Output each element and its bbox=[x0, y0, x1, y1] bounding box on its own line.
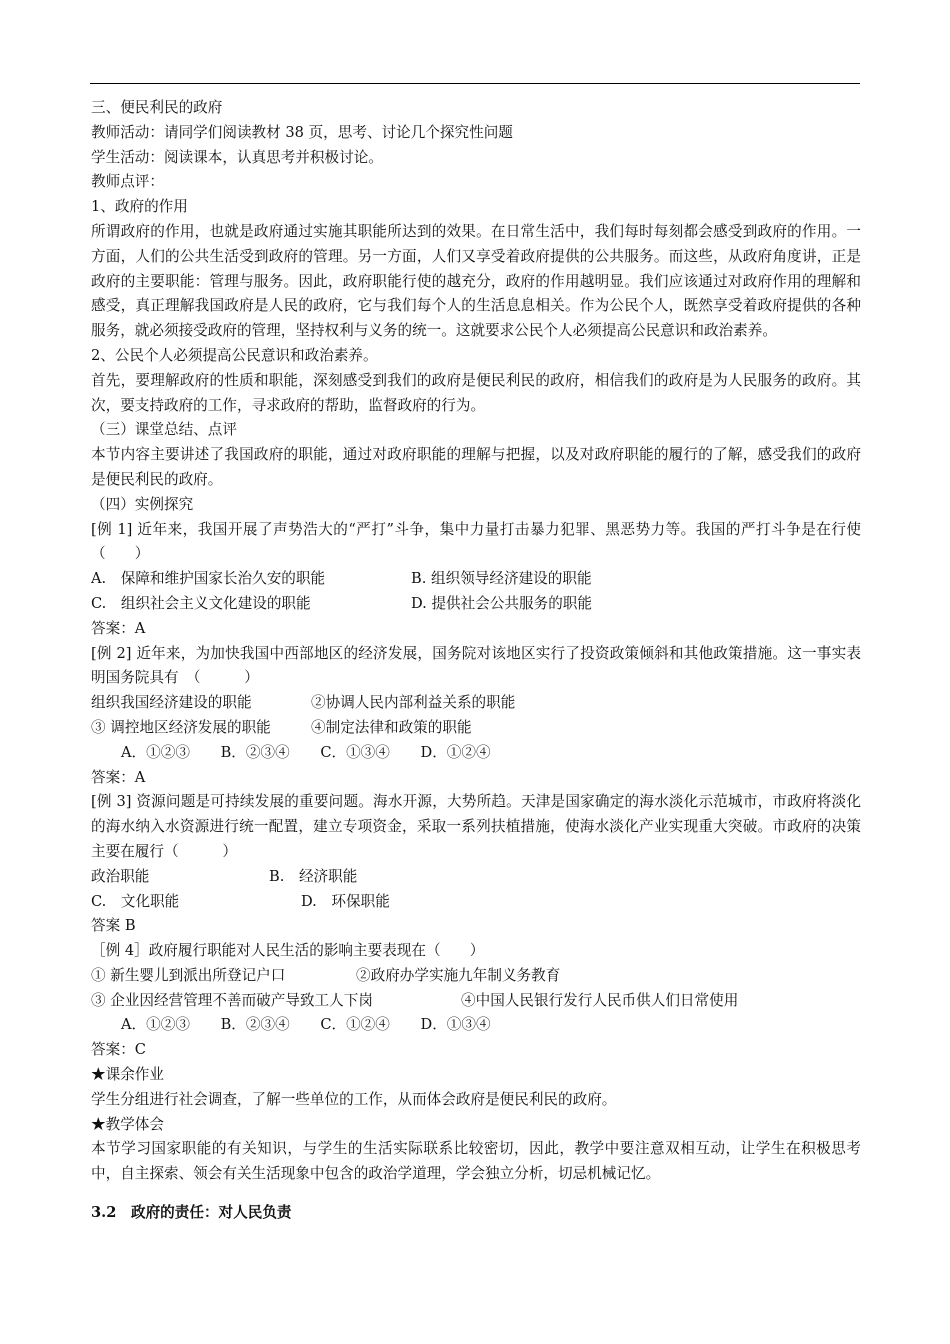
example-1-options-row2 bbox=[91, 592, 861, 617]
option-d: D. 环保职能 bbox=[301, 892, 390, 910]
option-a: A．①②③ bbox=[121, 1016, 190, 1034]
spacer bbox=[91, 1187, 861, 1201]
option-b: B. 经济职能 bbox=[269, 867, 358, 885]
next-section-title: 3.2 政府的责任：对人民负责 bbox=[91, 1204, 292, 1222]
homework-heading: ★课余作业 bbox=[91, 1066, 164, 1084]
option-d: D．①②④ bbox=[420, 743, 491, 761]
example-2-stem: [例 2] 近年来，为加快我国中西部地区的经济发展，国务院对该地区实行了投资政策倾斜和其他政策措施。这一事实表明国务院具有 （ ） bbox=[91, 644, 861, 687]
summary-heading: （三）课堂总结、点评 bbox=[91, 421, 237, 439]
example-2-answer: 答案：A bbox=[91, 768, 146, 786]
homework-text: 学生分组进行社会调查，了解一些单位的工作，从而体会政府是便民利民的政府。 bbox=[91, 1090, 617, 1108]
item-2: ②政府办学实施九年制义务教育 bbox=[356, 966, 561, 984]
item-4: ④中国人民银行发行人民币供人们日常使用 bbox=[461, 991, 739, 1009]
subheading-2: 2、公民个人必须提高公民意识和政治素养。 bbox=[91, 346, 378, 364]
example-4-items-row2 bbox=[91, 989, 861, 1014]
item-3: ③ 企业因经营管理不善而破产导致工人下岗 bbox=[91, 991, 373, 1009]
option-b: B．②③④ bbox=[220, 743, 290, 761]
option-c: C. 组织社会主义文化建设的职能 bbox=[91, 594, 311, 612]
teacher-activity: 教师活动：请同学们阅读教材 38 页，思考、讨论几个探究性问题 bbox=[91, 123, 513, 141]
example-3-options-row2 bbox=[91, 890, 861, 915]
example-1-answer: 答案：A bbox=[91, 619, 146, 637]
item-4: ④制定法律和政策的职能 bbox=[311, 718, 472, 736]
item-1: 组织我国经济建设的职能 bbox=[91, 694, 252, 712]
option-c: C. 文化职能 bbox=[91, 892, 180, 910]
item-2: ②协调人民内部利益关系的职能 bbox=[311, 694, 516, 712]
example-2-options bbox=[91, 741, 861, 766]
option-a: A. 保障和维护国家长治久安的职能 bbox=[91, 570, 326, 588]
example-1-options-row1 bbox=[91, 567, 861, 592]
section-heading: 三、便民利民的政府 bbox=[91, 99, 223, 116]
option-d: D. 提供社会公共服务的职能 bbox=[411, 594, 592, 612]
option-b: B．②③④ bbox=[220, 1016, 290, 1034]
header-rule bbox=[90, 83, 860, 84]
document-body bbox=[91, 96, 861, 1226]
example-2-items-row2 bbox=[91, 716, 861, 741]
option-c: C．①②④ bbox=[320, 1016, 390, 1034]
reflection-heading: ★教学体会 bbox=[91, 1115, 164, 1133]
paragraph-2: 首先，要理解政府的性质和职能，深刻感受到我们的政府是便民利民的政府，相信我们的政府是为人民服务的政府。其次，要支持政府的工作，寻求政府的帮助，监督政府的行为。 bbox=[91, 371, 861, 414]
example-3-stem: [例 3] 资源问题是可持续发展的重要问题。海水开源，大势所趋。天津是国家确定的海水淡化示范城市，市政府将淡化的海水纳入水资源进行统一配置，建立专项资金，采取一系列扶植措施，使海水淡化产业实现重大突破。市政府的决策主要在履行（ ） bbox=[91, 793, 861, 860]
reflection-text: 本节学习国家职能的有关知识，与学生的生活实际联系比较密切，因此，教学中要注意双相互动，让学生在积极思考中，自主探索、领会有关生活现象中包含的政治学道理，学会独立分析，切忌机械记忆。 bbox=[91, 1140, 861, 1183]
option-c: C．①③④ bbox=[320, 743, 390, 761]
subheading-1: 1、政府的作用 bbox=[91, 198, 188, 216]
paragraph-1: 所谓政府的作用，也就是政府通过实施其职能所达到的效果。在日常生活中，我们每时每刻都会感受到政府的作用。一方面，人们的公共生活受到政府的管理。另一方面，人们又享受着政府提供的公共服务。而这些，从政府角度讲，正是政府的主要职能：管理与服务。因此，政府职能行使的越充分，政府的作用越明显。我们应该通过对政府作用的理解和感受，真正理解我国政府是人民的政府，它与我们每个人的生活息息相关。作为公民个人，既然享受着政府提供的各种服务，就必须接受政府的管理，坚持权利与义务的统一。这就要求公民个人必须提高公民意识和政治素养。 bbox=[91, 222, 861, 340]
example-3-answer: 答案 B bbox=[91, 917, 136, 935]
example-4-items-row1 bbox=[91, 964, 861, 989]
option-d: D．①③④ bbox=[420, 1016, 491, 1034]
student-activity: 学生活动：阅读课本，认真思考并积极讨论。 bbox=[91, 148, 383, 166]
example-4-options bbox=[91, 1013, 861, 1038]
item-3: ③ 调控地区经济发展的职能 bbox=[91, 718, 271, 736]
option-a: A．①②③ bbox=[121, 743, 190, 761]
paragraph-3: 本节内容主要讲述了我国政府的职能，通过对政府职能的理解与把握，以及对政府职能的履行的了解，感受我们的政府是便民利民的政府。 bbox=[91, 446, 861, 488]
teacher-comment-label: 教师点评： bbox=[91, 173, 164, 191]
example-2-items-row1 bbox=[91, 691, 861, 716]
example-4-answer: 答案：C bbox=[91, 1041, 146, 1059]
option-a: 政治职能 bbox=[91, 867, 150, 885]
example-4-stem: ［例 4］政府履行职能对人民生活的影响主要表现在（ ） bbox=[91, 942, 485, 960]
examples-heading: （四）实例探究 bbox=[91, 495, 194, 513]
item-1: ① 新生婴儿到派出所登记户口 bbox=[91, 966, 286, 984]
example-1-stem: [例 1] 近年来，我国开展了声势浩大的“严打”斗争，集中力量打击暴力犯罪、黑恶势力等。我国的严打斗争是在行使（ ） bbox=[91, 520, 861, 563]
example-3-options-row1 bbox=[91, 865, 861, 890]
option-b: B. 组织领导经济建设的职能 bbox=[411, 570, 592, 588]
